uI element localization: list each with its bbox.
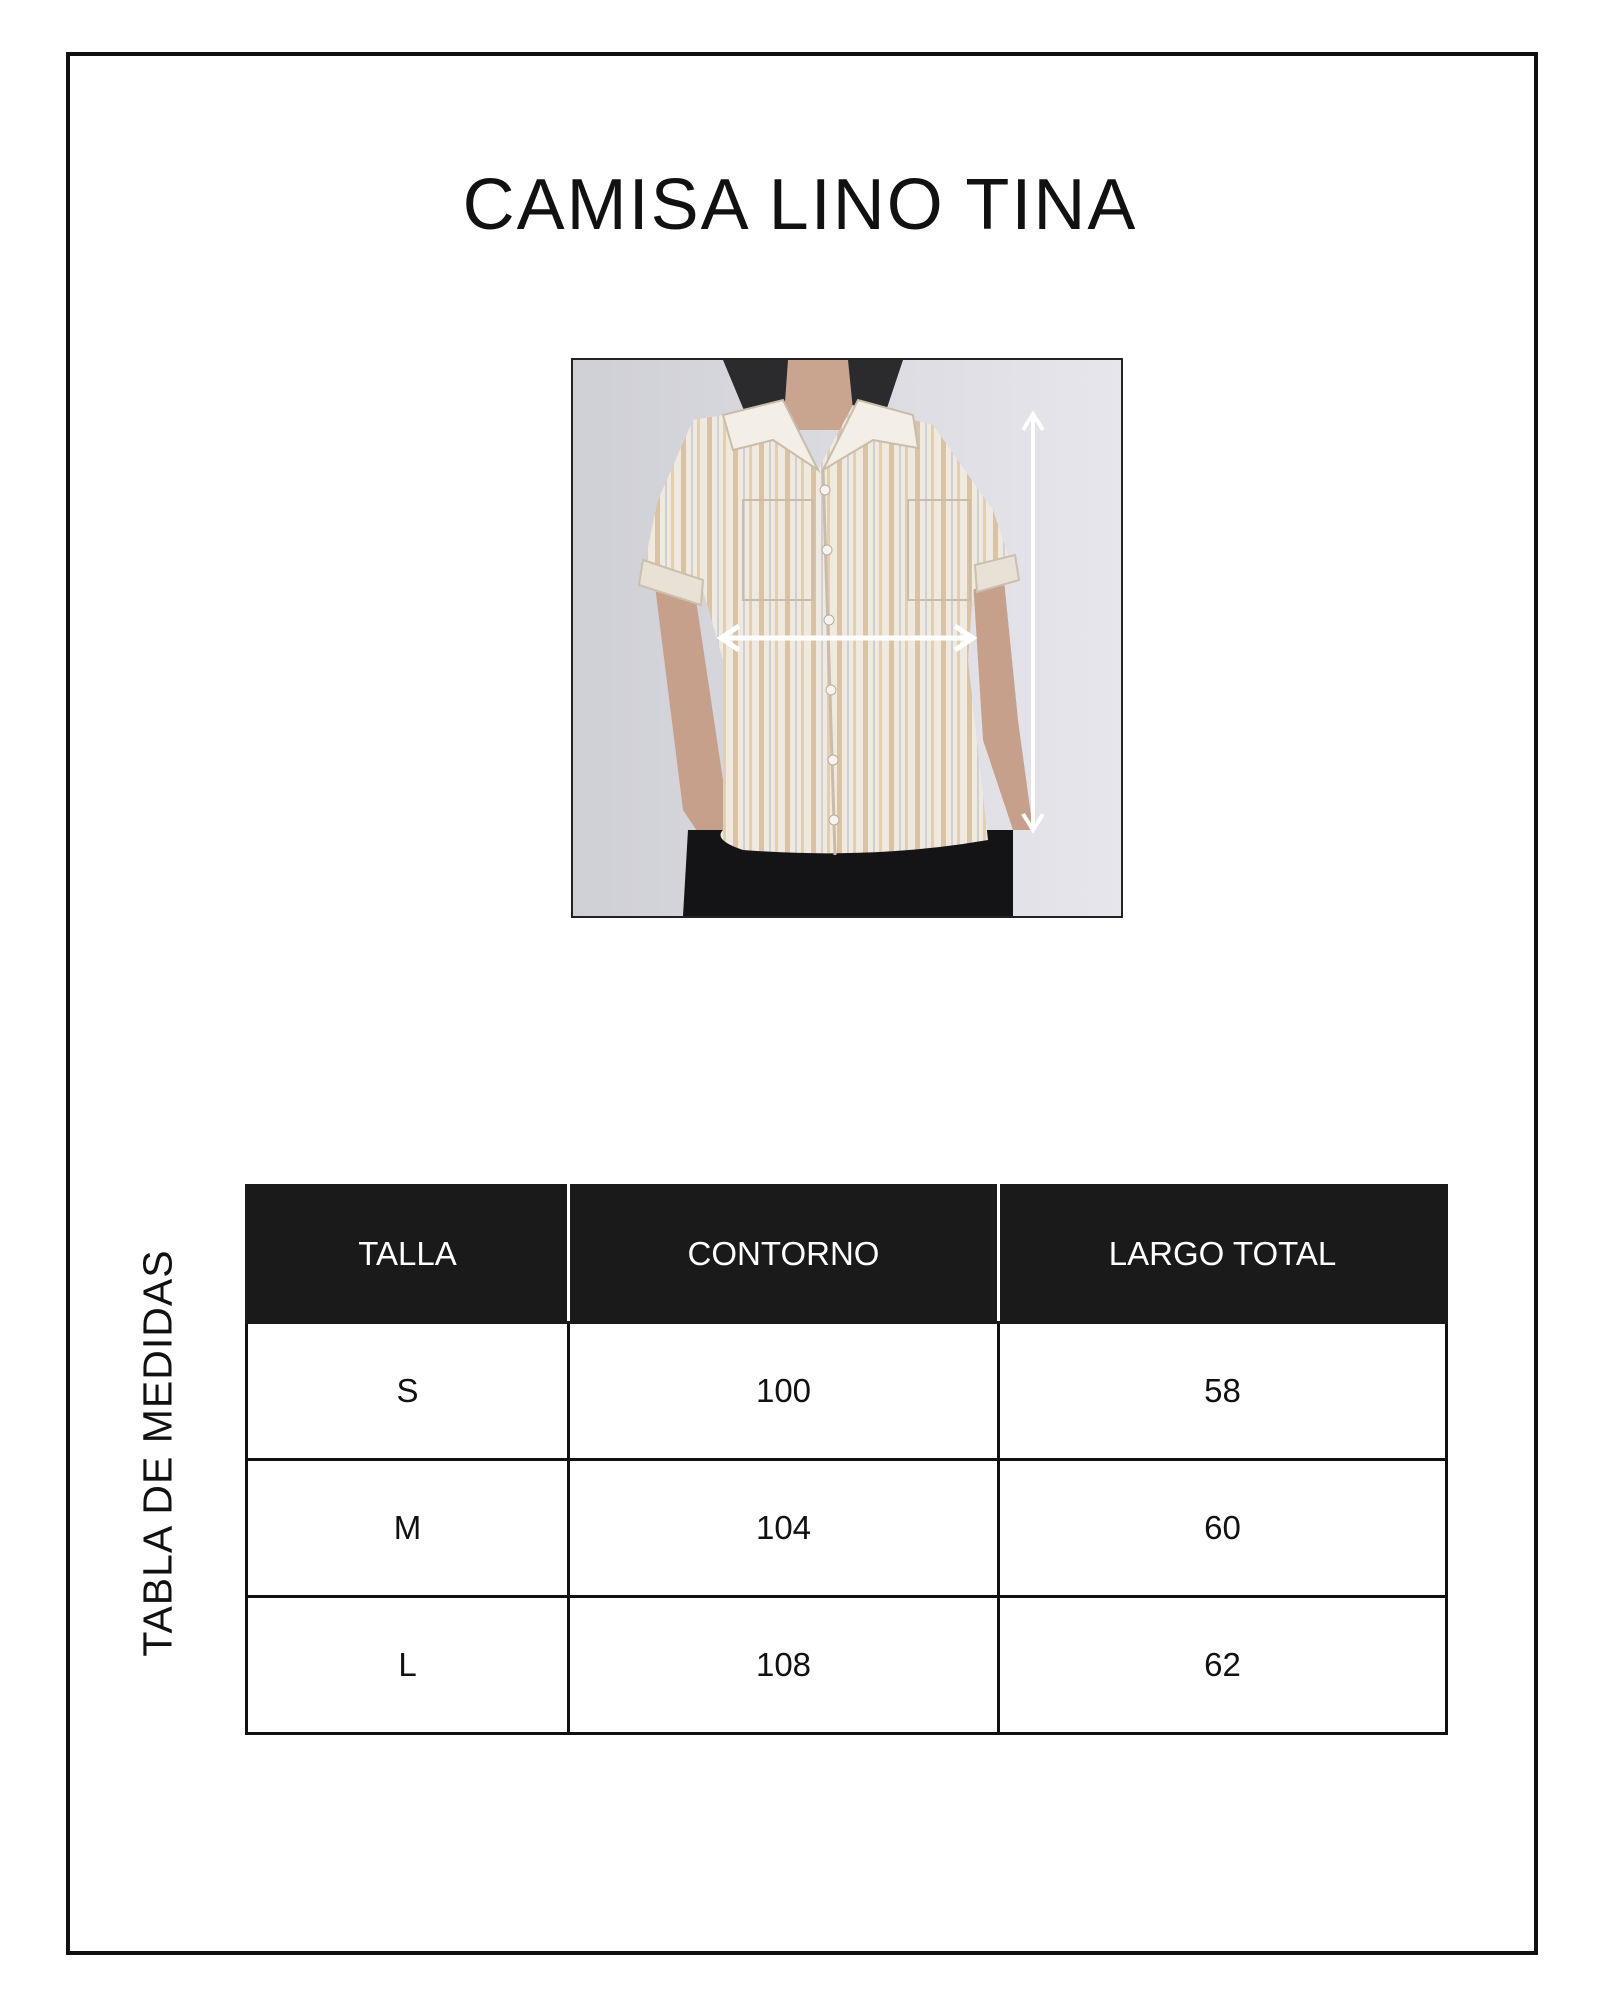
page-title: CAMISA LINO TINA [462,165,1138,245]
size-table [245,1184,1448,1735]
contour-cell: 100 [569,1323,999,1460]
size-chart-label: TABLA DE MEDIDAS [134,1249,181,1657]
length-cell: 60 [999,1460,1447,1597]
length-cell: 58 [999,1323,1447,1460]
header-talla: TALLA [247,1186,569,1323]
header-contorno: CONTORNO [569,1186,999,1323]
size-cell: M [247,1460,569,1597]
size-cell: S [247,1323,569,1460]
size-cell: L [247,1597,569,1734]
header-largo-total: LARGO TOTAL [999,1186,1447,1323]
table-row [247,1460,1447,1597]
table-row [247,1597,1447,1734]
contour-cell: 108 [569,1597,999,1734]
contour-cell: 104 [569,1460,999,1597]
product-photo [571,358,1123,918]
length-cell: 62 [999,1597,1447,1734]
table-header-row [247,1186,1447,1323]
table-row [247,1323,1447,1460]
